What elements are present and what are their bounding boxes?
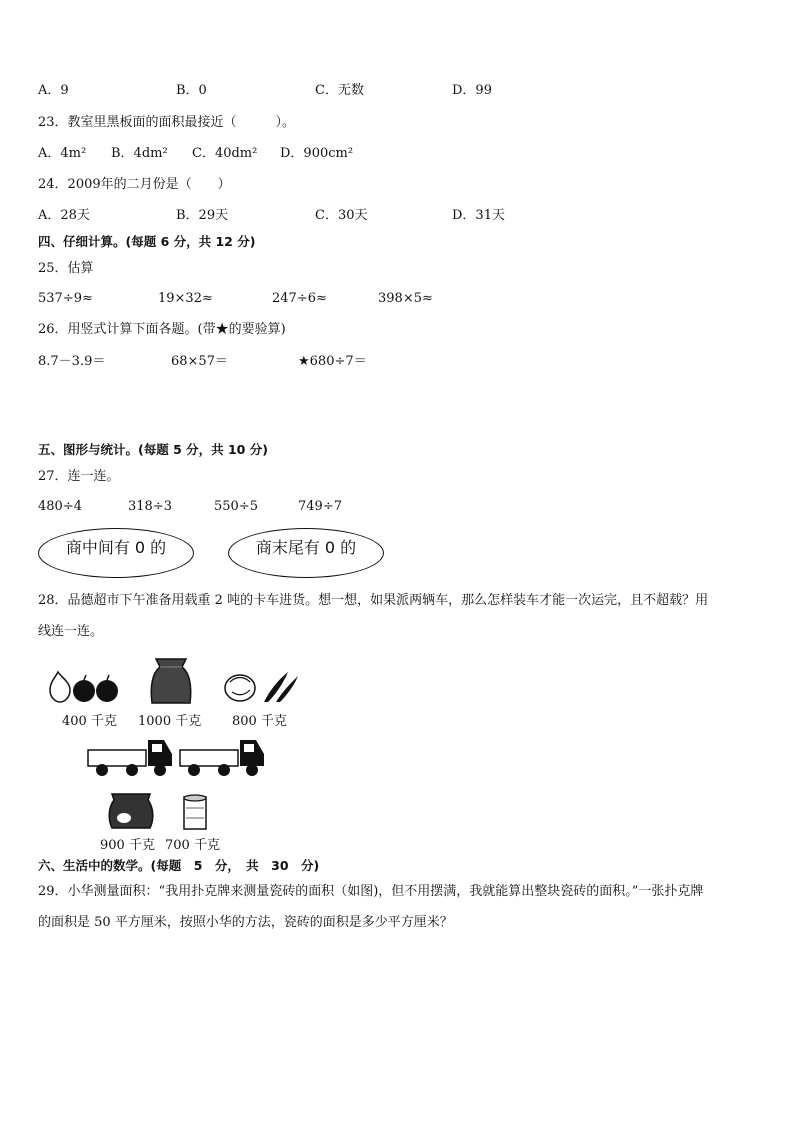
q28-stem-line1: 28．品德超市下午准备用载重 2 吨的卡车进货。想一想，如果派两辆车，那么怎样装车才能一次运完，且不超载？用 xyxy=(38,593,709,608)
q24-option-c: C．30天 xyxy=(315,208,368,223)
q22-option-b: B．0 xyxy=(176,83,207,98)
q27-bubble-end-zero xyxy=(228,528,384,578)
q22-option-a: A．9 xyxy=(38,83,69,98)
q25-item: 537÷9≈ xyxy=(38,291,93,306)
q25-item: 19×32≈ xyxy=(158,291,213,306)
q27-item: 550÷5 xyxy=(214,499,258,514)
goods-weight-label: 400 千克 xyxy=(62,714,117,729)
q23-option-a: A．4m² xyxy=(38,146,87,161)
q27-bubble-label: 商末尾有 0 的 xyxy=(255,537,357,557)
q23-option-d: D．900cm² xyxy=(280,146,354,161)
q26-item: 8.7－3.9＝ xyxy=(38,354,106,369)
q27-item: 318÷3 xyxy=(128,499,172,514)
goods-weight-label: 900 千克 xyxy=(100,838,155,853)
q25-item: 398×5≈ xyxy=(378,291,433,306)
q22-option-d: D．99 xyxy=(452,83,492,98)
q24-option-a: A．28天 xyxy=(38,208,90,223)
q23-option-b: B．4dm² xyxy=(111,146,168,161)
q23-stem: 23．教室里黑板面的面积最接近（ ）。 xyxy=(38,115,296,130)
q27-item: 480÷4 xyxy=(38,499,82,514)
q28-stem-line2: 线连一连。 xyxy=(38,624,104,639)
vegetable-icon xyxy=(222,664,302,704)
q24-option-d: D．31天 xyxy=(452,208,505,223)
truck-icon xyxy=(86,736,174,778)
sack-icon xyxy=(148,655,194,705)
q27-stem: 27．连一连。 xyxy=(38,469,120,484)
q27-bubble-middle-zero xyxy=(38,528,194,578)
q29-line1: 29．小华测量面积：“我用扑克牌来测量瓷砖的面积（如图)，但不用摆满，我就能算出整块瓷砖的面积。”一张扑克牌 xyxy=(38,884,704,899)
q25-stem: 25．估算 xyxy=(38,261,94,276)
q23-option-c: C．40dm² xyxy=(192,146,258,161)
section6-heading: 六、生活中的数学。(每题 5 分， 共 30 分) xyxy=(38,858,320,873)
q26-item: 68×57＝ xyxy=(171,354,228,369)
q27-bubble-label: 商中间有 0 的 xyxy=(65,537,167,557)
q25-item: 247÷6≈ xyxy=(272,291,327,306)
goods-weight-label: 800 千克 xyxy=(232,714,287,729)
q29-line2: 的面积是 50 平方厘米，按照小华的方法，瓷砖的面积是多少平方厘米？ xyxy=(38,915,453,930)
truck-icon xyxy=(178,736,266,778)
bag-icon xyxy=(106,790,156,830)
section4-heading: 四、仔细计算。(每题 6 分，共 12 分) xyxy=(38,234,256,249)
q26-item: ★680÷7＝ xyxy=(298,354,367,369)
q24-option-b: B．29天 xyxy=(176,208,229,223)
goods-weight-label: 1000 千克 xyxy=(138,714,202,729)
can-icon xyxy=(182,794,208,832)
q22-option-c: C．无数 xyxy=(315,83,364,98)
q26-stem: 26．用竖式计算下面各题。(带★的要验算) xyxy=(38,322,286,337)
q24-stem: 24．2009年的二月份是（ ） xyxy=(38,177,231,192)
q27-item: 749÷7 xyxy=(298,499,342,514)
goods-weight-label: 700 千克 xyxy=(165,838,220,853)
section5-heading: 五、图形与统计。(每题 5 分，共 10 分) xyxy=(38,442,268,457)
fruit-icon xyxy=(46,668,118,704)
